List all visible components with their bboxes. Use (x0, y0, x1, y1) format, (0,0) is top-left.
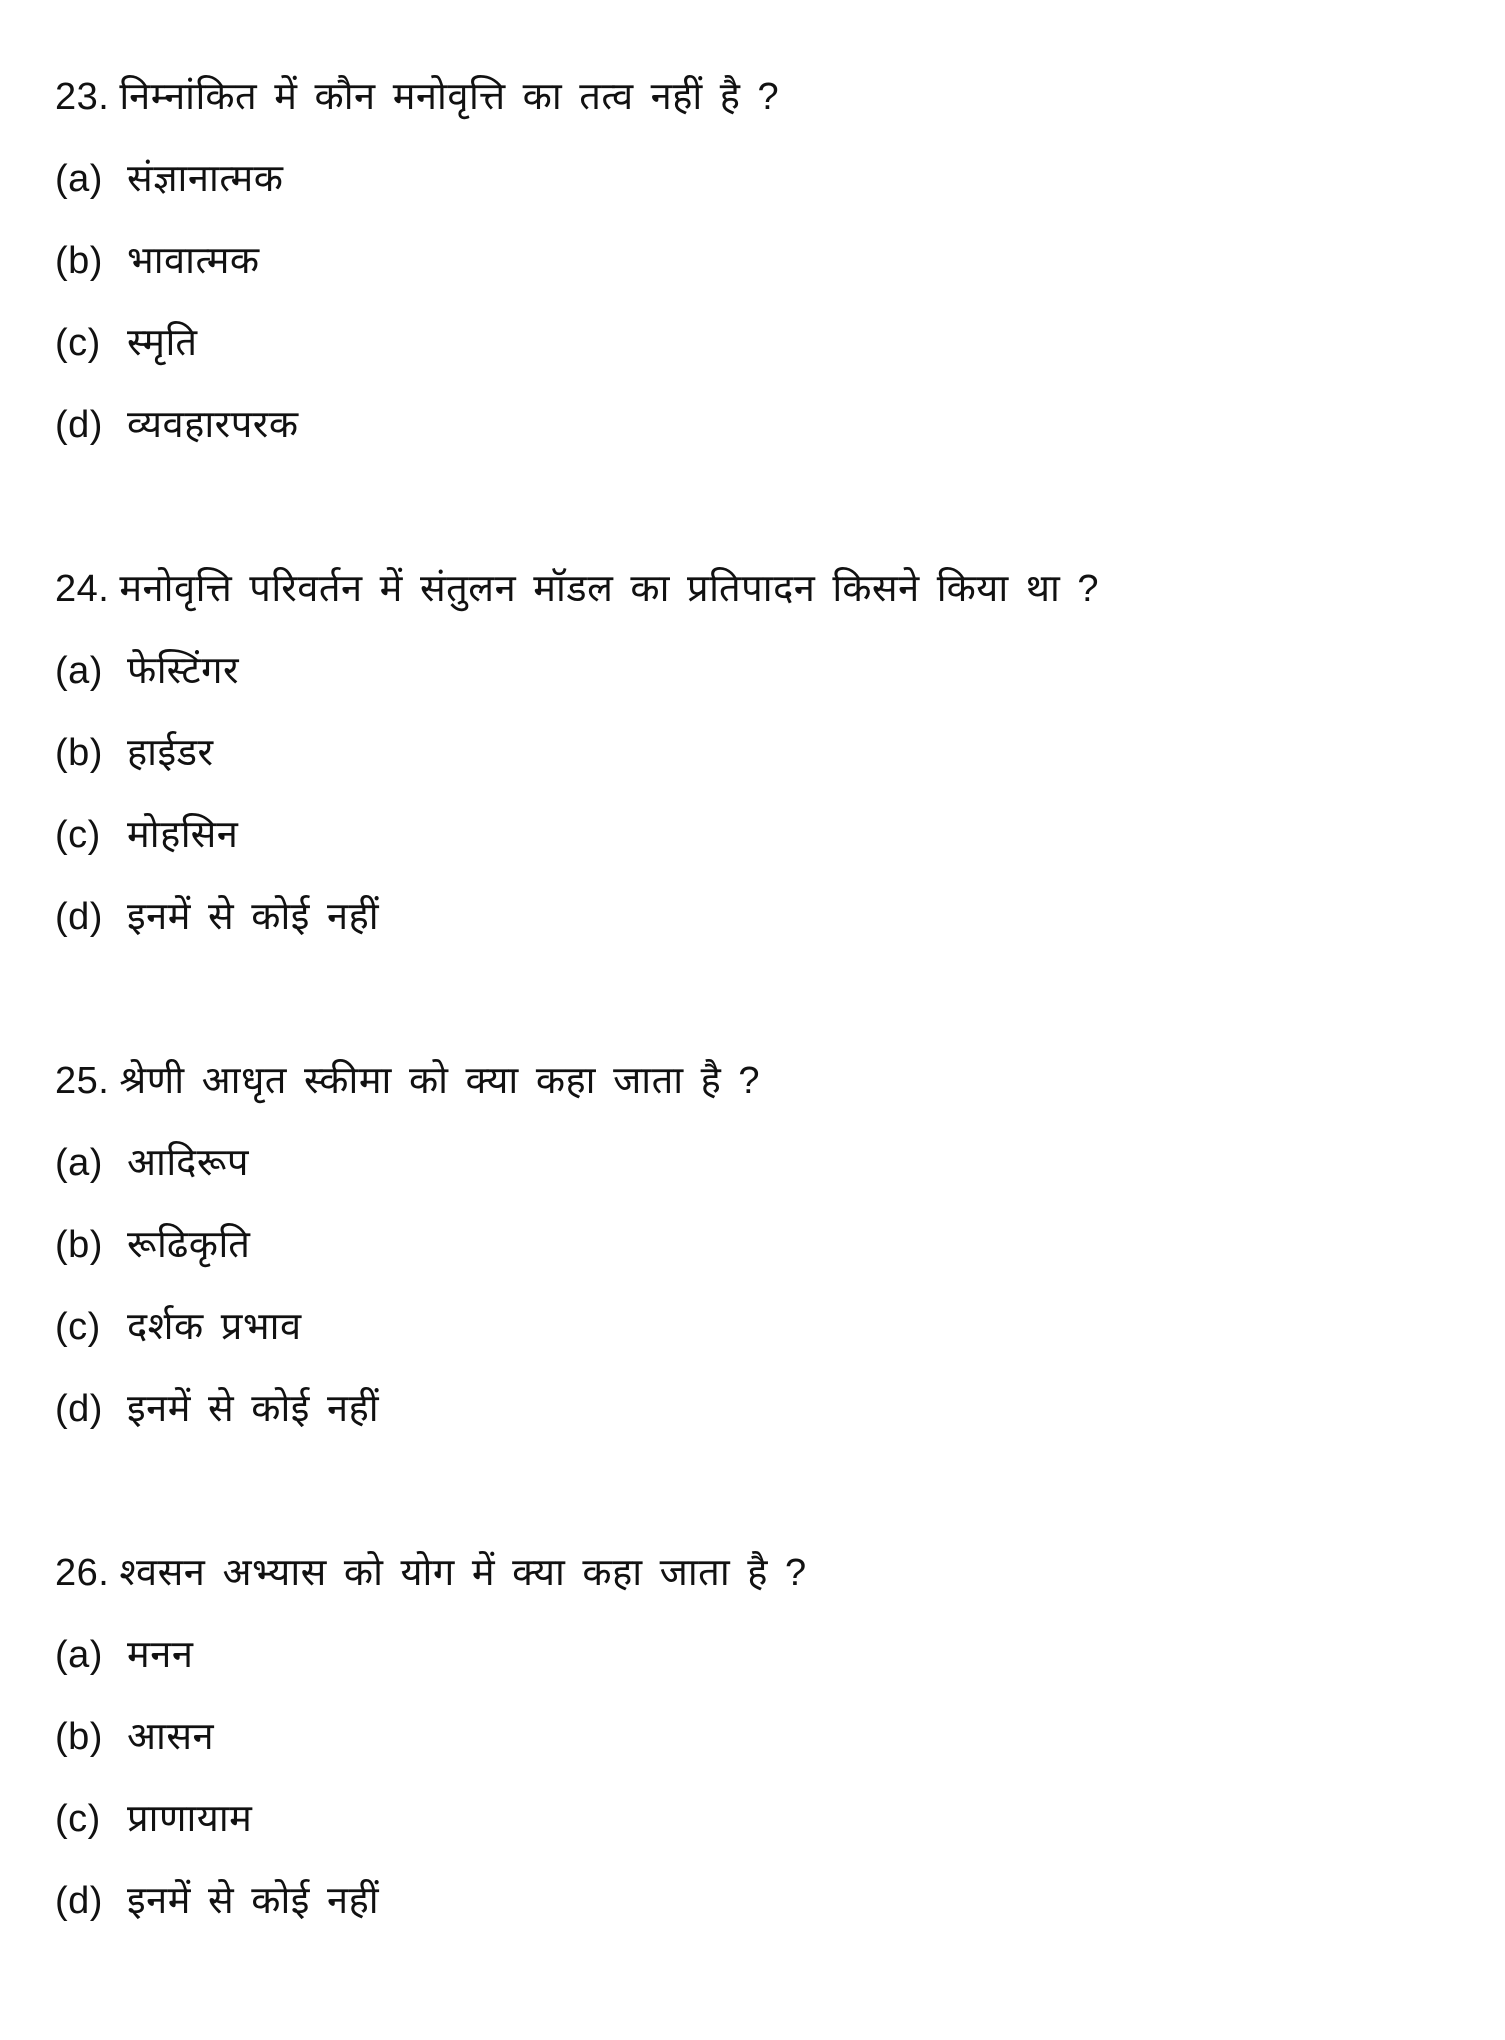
option-d (55, 1876, 1455, 1958)
option-label: (b) (55, 240, 103, 282)
option-text: इनमें से कोई नहीं (127, 896, 380, 938)
question-25 (55, 1056, 1455, 1466)
option-text: मनन (127, 1634, 194, 1676)
question-stem (55, 564, 1455, 646)
option-label: (a) (55, 1142, 103, 1184)
question-text: मनोवृत्ति परिवर्तन में संतुलन मॉडल का प्रतिपादन किसने किया था ? (119, 568, 1100, 610)
question-number: 23. (55, 76, 110, 118)
question-stem (55, 1548, 1455, 1630)
option-label: (a) (55, 158, 103, 200)
question-stem (55, 1056, 1455, 1138)
option-label: (c) (55, 322, 101, 364)
question-number: 24. (55, 568, 110, 610)
option-text: व्यवहारपरक (127, 404, 299, 446)
option-label: (d) (55, 1880, 103, 1922)
question-number: 26. (55, 1552, 110, 1594)
option-a (55, 1630, 1455, 1712)
option-c (55, 1794, 1455, 1876)
option-d (55, 892, 1455, 974)
question-text: श्वसन अभ्यास को योग में क्या कहा जाता है ? (119, 1552, 807, 1594)
option-text: संज्ञानात्मक (127, 158, 284, 200)
question-text: श्रेणी आधृत स्कीमा को क्या कहा जाता है ? (119, 1060, 761, 1102)
option-text: हाईडर (127, 732, 214, 774)
option-label: (a) (55, 1634, 103, 1676)
option-text: स्मृति (127, 322, 198, 364)
option-label: (b) (55, 1716, 103, 1758)
option-text: प्राणायाम (127, 1798, 253, 1840)
option-label: (d) (55, 896, 103, 938)
option-b (55, 236, 1455, 318)
option-d (55, 1384, 1455, 1466)
option-text: आदिरूप (127, 1142, 249, 1184)
option-text: भावात्मक (127, 240, 260, 282)
option-label: (d) (55, 404, 103, 446)
option-label: (c) (55, 1306, 101, 1348)
option-d (55, 400, 1455, 482)
option-text: आसन (127, 1716, 215, 1758)
option-c (55, 810, 1455, 892)
question-text: निम्नांकित में कौन मनोवृत्ति का तत्व नहीं है ? (119, 76, 780, 118)
option-c (55, 318, 1455, 400)
option-label: (a) (55, 650, 103, 692)
option-a (55, 154, 1455, 236)
option-b (55, 728, 1455, 810)
option-text: इनमें से कोई नहीं (127, 1388, 380, 1430)
option-c (55, 1302, 1455, 1384)
option-b (55, 1712, 1455, 1794)
option-a (55, 646, 1455, 728)
question-number: 25. (55, 1060, 110, 1102)
option-text: रूढिकृति (127, 1224, 251, 1266)
question-26 (55, 1548, 1455, 1958)
question-23 (55, 72, 1455, 482)
option-a (55, 1138, 1455, 1220)
option-text: फेस्टिंगर (127, 650, 240, 692)
option-label: (c) (55, 814, 101, 856)
option-label: (d) (55, 1388, 103, 1430)
option-label: (c) (55, 1798, 101, 1840)
option-b (55, 1220, 1455, 1302)
option-text: इनमें से कोई नहीं (127, 1880, 380, 1922)
question-stem (55, 72, 1455, 154)
question-24 (55, 564, 1455, 974)
option-label: (b) (55, 732, 103, 774)
option-text: दर्शक प्रभाव (127, 1306, 302, 1348)
option-text: मोहसिन (127, 814, 239, 856)
option-label: (b) (55, 1224, 103, 1266)
question-page (55, 72, 1455, 2040)
